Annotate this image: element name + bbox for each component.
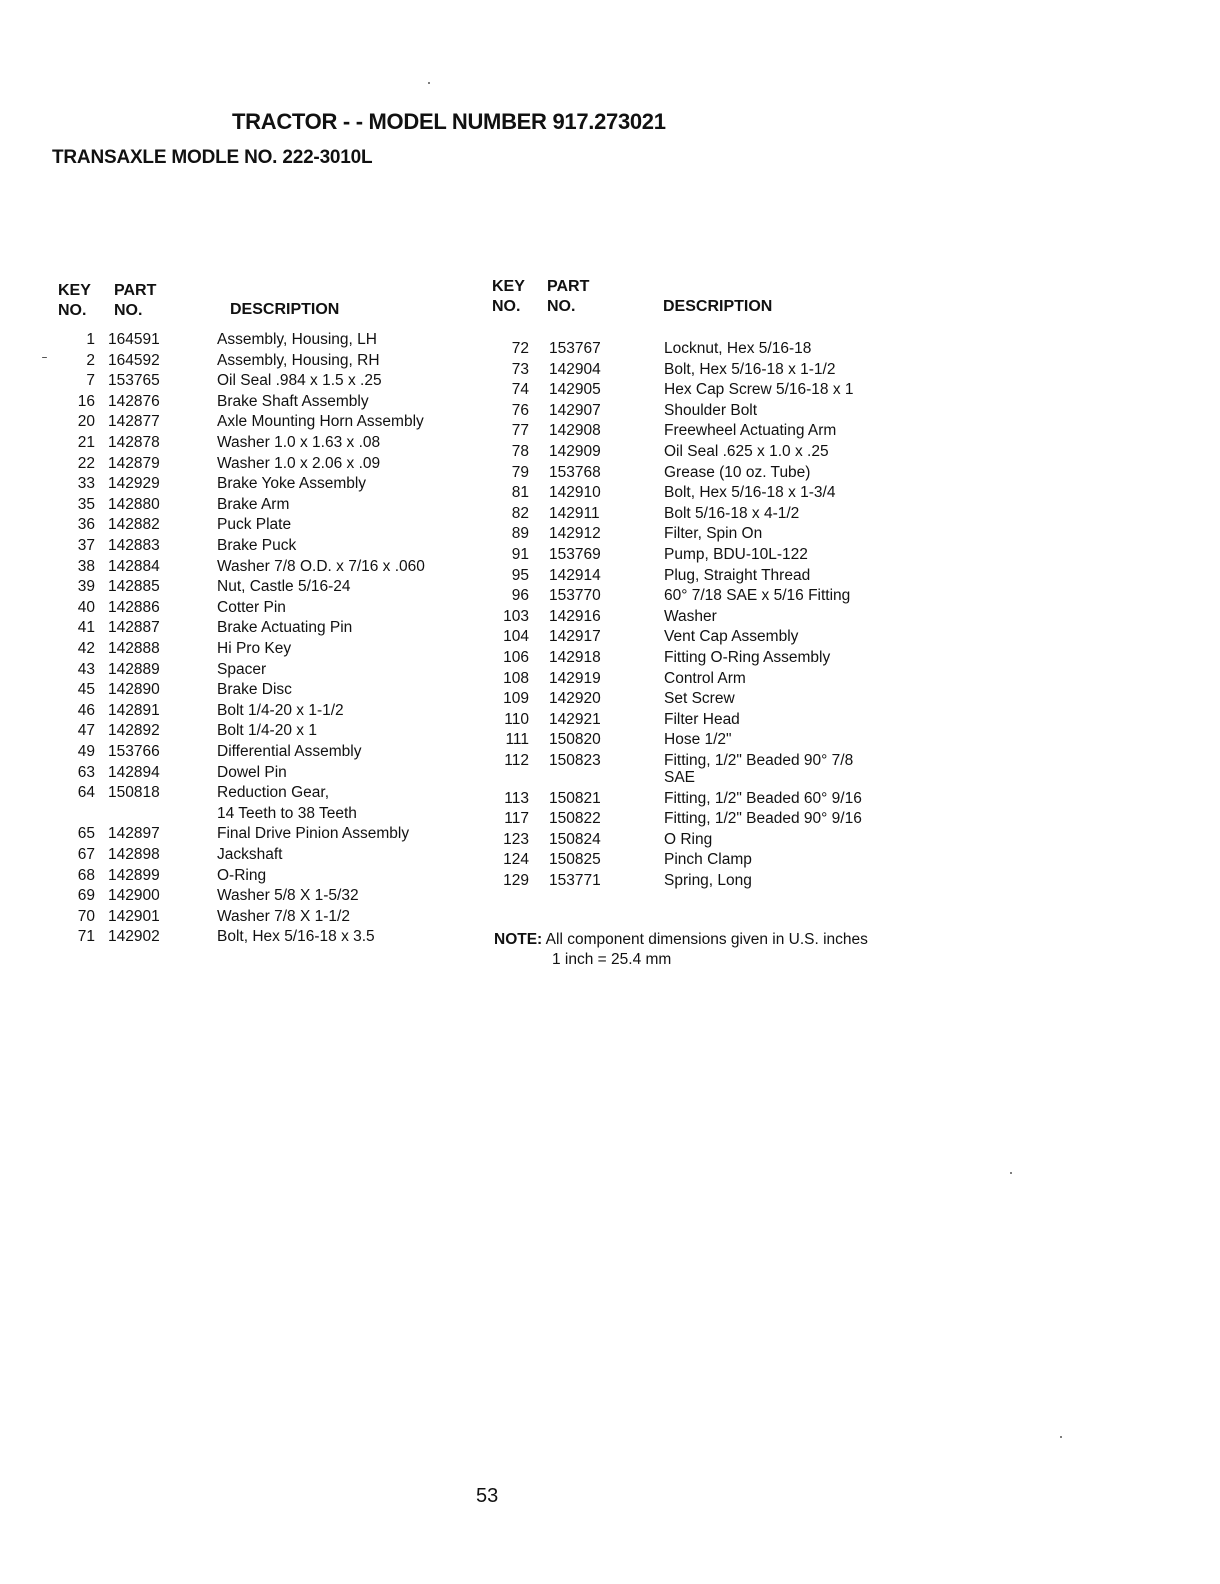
part-number: 142912 [549, 525, 601, 543]
part-description: Bolt, Hex 5/16-18 x 1-3/4 [664, 484, 836, 502]
part-description: Brake Disc [217, 681, 292, 699]
part-description: Brake Yoke Assembly [217, 475, 367, 493]
key-number: 73 [511, 360, 529, 378]
part-description: Spacer [217, 660, 267, 678]
key-number: 124 [503, 851, 529, 869]
part-description: Puck Plate [217, 516, 292, 534]
part-number: 142920 [549, 690, 601, 708]
key-number: 70 [77, 907, 95, 925]
key-number: 7 [86, 372, 95, 390]
part-description: Jackshaft [217, 846, 283, 863]
part-number: 142902 [108, 928, 160, 946]
key-number: 123 [503, 830, 529, 848]
part-number: 150824 [549, 830, 601, 848]
part-number: 142878 [108, 434, 160, 451]
part-number: 142907 [549, 401, 601, 419]
key-number: 2 [86, 351, 95, 369]
right-part-header [547, 277, 589, 317]
part-number: 142889 [108, 660, 160, 678]
part-description: Washer 7/8 X 1-1/2 [217, 907, 350, 925]
part-description: Differential Assembly [217, 743, 362, 760]
key-number: 96 [511, 587, 529, 605]
part-number: 142904 [549, 360, 601, 378]
part-number: 142887 [108, 619, 160, 637]
part-number: 164591 [108, 331, 160, 348]
part-number: 150823 [549, 752, 601, 769]
part-description: 60° 7/18 SAE x 5/16 Fitting [664, 587, 851, 605]
left-key-header [58, 281, 91, 321]
part-number: 142882 [108, 516, 160, 534]
key-number: 22 [77, 454, 95, 472]
part-description: Nut, Castle 5/16-24 [217, 578, 351, 596]
key-number: 109 [503, 690, 529, 708]
part-description: Washer 5/8 X 1-5/32 [217, 887, 359, 905]
key-number: 82 [511, 504, 529, 522]
part-number: 150820 [549, 731, 601, 749]
key-header-line2: NO. [492, 298, 521, 315]
key-number: 1 [86, 331, 95, 348]
key-number: 46 [77, 701, 95, 719]
part-header-line2: NO. [547, 298, 576, 315]
part-number: 142909 [549, 443, 601, 460]
part-number: 142890 [108, 681, 160, 699]
key-number: 112 [504, 752, 529, 769]
part-number: 142921 [549, 710, 601, 728]
key-number: 37 [77, 537, 95, 554]
key-number: 81 [511, 484, 529, 502]
part-description: Plug, Straight Thread [664, 566, 811, 584]
part-number: 142880 [108, 495, 160, 513]
part-description: Fitting, 1/2" Beaded 90° 7/8 [664, 752, 854, 769]
key-header-line2: NO. [58, 302, 87, 319]
scan-speck [428, 82, 430, 84]
key-number: 95 [511, 566, 529, 584]
part-number: 142917 [549, 628, 601, 646]
key-number: 110 [504, 710, 529, 728]
part-number: 142911 [549, 504, 600, 522]
part-description: Washer 1.0 x 2.06 x .09 [217, 454, 381, 472]
part-number: 142910 [549, 484, 601, 502]
key-number: 33 [77, 475, 95, 493]
key-number: 63 [77, 763, 95, 781]
key-number: 71 [77, 928, 95, 946]
key-number: 111 [505, 731, 529, 749]
part-number: 164592 [108, 351, 160, 369]
right-description-header: DESCRIPTION [663, 298, 773, 315]
part-number: 142897 [108, 825, 160, 843]
part-header-line1: PART [547, 278, 590, 295]
part-description: Washer 7/8 O.D. x 7/16 x .060 [217, 557, 425, 575]
key-number: 104 [503, 628, 529, 646]
part-number: 153767 [549, 340, 601, 357]
key-number: 103 [503, 607, 529, 625]
page-subtitle: TRANSAXLE MODLE NO. 222-3010L [52, 147, 373, 168]
part-number: 142877 [108, 413, 160, 431]
part-description: Washer 1.0 x 1.63 x .08 [217, 434, 381, 451]
key-number: 108 [503, 669, 529, 687]
key-number: 36 [77, 516, 95, 534]
part-number: 142919 [549, 669, 601, 687]
part-description: Bolt 1/4-20 x 1-1/2 [217, 701, 344, 719]
part-number: 142899 [108, 866, 160, 884]
part-number: 142901 [108, 907, 160, 925]
part-description: Bolt, Hex 5/16-18 x 3.5 [217, 928, 375, 946]
part-header-line1: PART [114, 282, 157, 299]
note [494, 930, 868, 970]
part-number: 142886 [108, 598, 160, 616]
part-number: 142879 [108, 454, 160, 472]
part-description: Axle Mounting Horn Assembly [217, 413, 424, 431]
part-description: Brake Shaft Assembly [217, 392, 369, 410]
part-description: Filter Head [664, 710, 740, 728]
key-number: 67 [77, 846, 95, 863]
key-number: 21 [77, 434, 95, 451]
part-description: O-Ring [217, 866, 267, 884]
page-number: 53 [476, 1485, 499, 1507]
part-number: 142929 [108, 475, 160, 493]
part-description: Hex Cap Screw 5/16-18 x 1 [664, 381, 854, 399]
key-header-line1: KEY [492, 278, 525, 295]
part-number: 142891 [108, 701, 160, 719]
part-description: Shoulder Bolt [664, 401, 758, 419]
key-number: 113 [504, 789, 529, 807]
key-number: 89 [511, 525, 529, 543]
part-header-line2: NO. [114, 302, 143, 319]
note-line2: 1 inch = 25.4 mm [552, 951, 672, 968]
part-description: 14 Teeth to 38 Teeth [217, 804, 357, 822]
part-number: 150822 [549, 810, 601, 828]
key-header-line1: KEY [58, 282, 91, 299]
part-description: Reduction Gear, [217, 784, 330, 802]
key-number: 106 [503, 649, 529, 666]
part-description: Spring, Long [664, 872, 752, 889]
part-description: Final Drive Pinion Assembly [217, 825, 410, 843]
part-description: Assembly, Housing, RH [217, 351, 380, 369]
part-description: Assembly, Housing, LH [217, 331, 377, 348]
part-description: Vent Cap Assembly [664, 628, 799, 646]
part-number: 153770 [549, 587, 601, 605]
part-number: 153769 [549, 546, 601, 563]
part-description: Locknut, Hex 5/16-18 [664, 340, 812, 357]
part-number: 153766 [108, 743, 160, 760]
part-number: 142918 [549, 649, 601, 666]
part-description: SAE [664, 769, 696, 786]
part-description: Control Arm [664, 669, 746, 687]
part-number: 142898 [108, 846, 160, 863]
scan-speck [42, 357, 47, 358]
part-description: Pinch Clamp [664, 851, 752, 869]
key-number: 74 [511, 381, 529, 399]
part-description: Freewheel Actuating Arm [664, 422, 837, 440]
part-number: 142914 [549, 566, 601, 584]
part-number: 142908 [549, 422, 601, 440]
key-number: 35 [77, 495, 95, 513]
part-description: Set Screw [664, 690, 735, 708]
part-description: Fitting, 1/2" Beaded 90° 9/16 [664, 810, 862, 828]
part-number: 153771 [549, 872, 601, 889]
part-number: 153765 [108, 372, 160, 390]
part-number: 150818 [108, 784, 160, 802]
key-number: 64 [77, 784, 95, 802]
part-description: Washer [664, 607, 717, 625]
part-description: Fitting, 1/2" Beaded 60° 9/16 [664, 789, 862, 807]
part-description: Bolt 1/4-20 x 1 [217, 722, 317, 740]
key-number: 38 [77, 557, 95, 575]
key-number: 77 [511, 422, 529, 440]
key-number: 39 [77, 578, 95, 596]
page-title: TRACTOR - - MODEL NUMBER 917.273021 [232, 109, 666, 134]
key-number: 76 [511, 401, 529, 419]
part-description: Bolt, Hex 5/16-18 x 1-1/2 [664, 360, 836, 378]
part-number: 142892 [108, 722, 160, 740]
part-number: 142876 [108, 392, 160, 410]
key-number: 79 [511, 463, 529, 481]
part-description: Oil Seal .984 x 1.5 x .25 [217, 372, 382, 390]
left-part-header [114, 281, 156, 321]
part-description: Hose 1/2" [664, 731, 732, 749]
part-description: Pump, BDU-10L-122 [664, 546, 808, 563]
part-description: Oil Seal .625 x 1.0 x .25 [664, 443, 829, 460]
part-description: Brake Actuating Pin [217, 619, 353, 637]
key-number: 72 [511, 340, 529, 357]
part-number: 150821 [549, 789, 601, 807]
part-description: Filter, Spin On [664, 525, 763, 543]
key-number: 20 [77, 413, 95, 431]
part-number: 142905 [549, 381, 601, 399]
key-number: 45 [77, 681, 95, 699]
key-number: 43 [77, 660, 95, 678]
part-number: 142916 [549, 607, 601, 625]
key-number: 40 [77, 598, 95, 616]
key-number: 91 [511, 546, 529, 563]
note-line1: All component dimensions given in U.S. inches [545, 931, 868, 948]
key-number: 65 [77, 825, 95, 843]
part-number: 150825 [549, 851, 601, 869]
part-description: Brake Puck [217, 537, 297, 554]
key-number: 49 [77, 743, 95, 760]
right-key-header [492, 277, 525, 317]
key-number: 68 [77, 866, 95, 884]
part-number: 142883 [108, 537, 160, 554]
key-number: 41 [77, 619, 95, 637]
left-description-header: DESCRIPTION [230, 301, 340, 318]
part-description: Bolt 5/16-18 x 4-1/2 [664, 504, 800, 522]
part-number: 142888 [108, 640, 160, 657]
part-number: 142900 [108, 887, 160, 905]
note-label: NOTE: [494, 931, 543, 948]
key-number: 42 [77, 640, 95, 657]
part-description: Fitting O-Ring Assembly [664, 649, 831, 666]
part-description: Grease (10 oz. Tube) [664, 463, 811, 481]
part-description: Hi Pro Key [217, 640, 292, 657]
part-description: Cotter Pin [217, 598, 286, 616]
part-description: Dowel Pin [217, 763, 287, 781]
key-number: 117 [504, 810, 529, 828]
part-number: 142885 [108, 578, 160, 596]
scan-speck [1010, 1172, 1012, 1174]
part-description: O Ring [664, 830, 713, 848]
part-description: Brake Arm [217, 495, 290, 513]
scan-speck [1060, 1436, 1062, 1438]
key-number: 129 [503, 872, 529, 889]
part-number: 142894 [108, 763, 160, 781]
part-number: 142884 [108, 557, 160, 575]
part-number: 153768 [549, 463, 601, 481]
key-number: 47 [77, 722, 95, 740]
key-number: 78 [511, 443, 529, 460]
key-number: 16 [77, 392, 95, 410]
key-number: 69 [77, 887, 95, 905]
